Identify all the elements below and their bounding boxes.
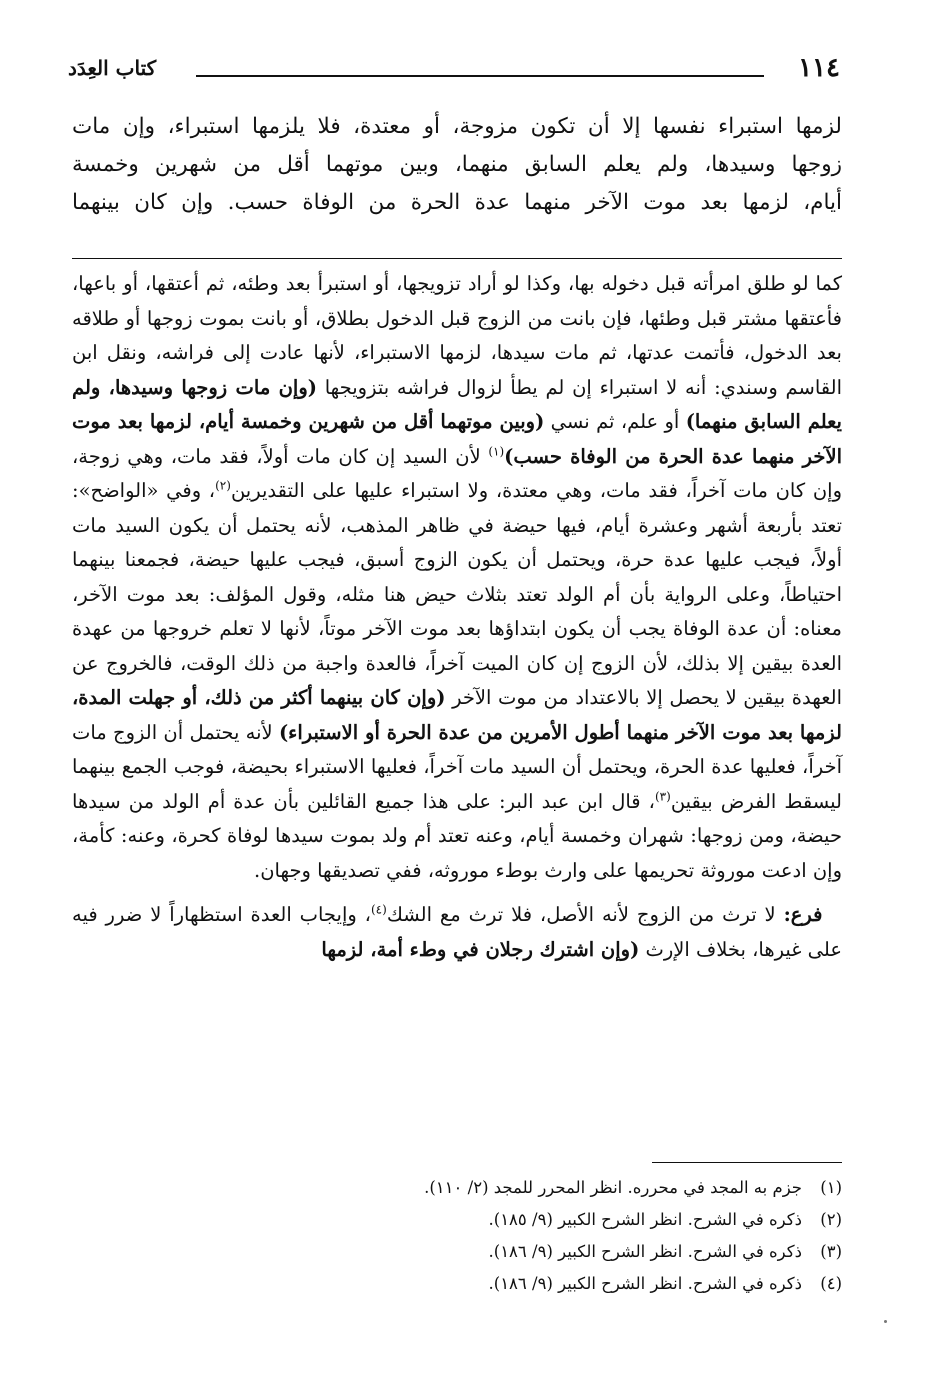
commentary-text: ، وإيجاب العدة استظهاراً لا ضرر فيه على غيرها، بخلاف الإرث	[72, 903, 842, 961]
commentary-text: ، قال ابن عبد البر: على هذا جميع القائلين بأن عدة أم الولد من سيدها حيضة، ومن زوجها: شهران وخمسة أيام، وعنه تعتد أم ولد بموت سيدها لوفاة كحرة، وعنه: كأمة، وإن ادعت موروثة تحريمها على وارث بوطء موروثه، ففي تصديقها وجهان.	[72, 789, 842, 882]
footnote-number: (٢)	[820, 1210, 842, 1229]
footnote-number: (١)	[820, 1178, 842, 1197]
quoted-text: (وإن مات زوجها وسيدها، ولم يعلم السابق منهما)	[72, 375, 842, 433]
footnote-number: (٤)	[820, 1274, 842, 1293]
quoted-text: (وإن كان بينهما أكثر من ذلك، أو جهلت المدة، لزمها بعد موت الآخر منهما أطول الأمرين من عدة الحرة أو الاستبراء)	[72, 686, 842, 744]
commentary-text: لأنه يحتمل أن الزوج مات آخراً، فعليها عدة الحرة، ويحتمل أن السيد مات آخراً، فعليها الاستبراء بحيضة، فوجب الجمع بينهما ليسقط الفرض بيقين	[72, 720, 842, 813]
scan-speck	[884, 1320, 887, 1323]
main-text-line: زوجها وسيدها، ولم يعلم السابق منهما، وبين موتهما أقل من شهرين وخمسة	[72, 152, 842, 177]
branch-label: فرع:	[783, 903, 823, 926]
commentary	[72, 267, 842, 967]
text-separator-rule	[72, 258, 842, 259]
footnote-ref[interactable]: (٤)	[370, 902, 387, 917]
footnote-number: (٣)	[820, 1242, 842, 1261]
main-text	[72, 108, 842, 222]
footnote	[102, 1204, 842, 1236]
footnote-ref[interactable]: (٢)	[215, 478, 231, 493]
footnote-text: ذكره في الشرح. انظر الشرح الكبير (٩/ ١٨٦).	[488, 1242, 802, 1261]
quoted-text: (وإن اشترك رجلان في وطء أمة، لزمها	[321, 937, 640, 961]
footnote-rule	[652, 1162, 842, 1163]
footnote	[102, 1268, 842, 1300]
footnote-text: جزم به المجد في محرره. انظر المحرر للمجد (٢/ ١١٠).	[424, 1178, 802, 1197]
footnote-ref[interactable]: (٣)	[654, 789, 671, 803]
quoted-text: (وبين موتهما أقل من شهرين وخمسة أيام، لزمها بعد موت الآخر منهما عدة الحرة من الوفاة حسب)	[72, 410, 842, 468]
commentary-text: أو علم، ثم نسي	[544, 410, 686, 433]
footnote-text: ذكره في الشرح. انظر الشرح الكبير (٩/ ١٨٦).	[488, 1274, 802, 1293]
commentary-paragraph	[72, 267, 842, 888]
commentary-text: كما لو طلق امرأته قبل دخوله بها، وكذا لو أراد تزويجها، أو استبرأ بعد وطئه، ثم أعتقها، أو باعها، فأعتقها مشتر قبل وطئها، فإن بانت من الزوج قبل الدخول بطلاق، أو بانت بموت زوجها أو طلاقه بعد الدخول، فأتمت عدتها، ثم مات سيدها، لزمها الاستبراء، لأنها عادت إلى فراشه، ونقل ابن القاسم وسندي: أنه لا استبراء إن لم يطأ لزوال فراشه بتزويجها	[72, 272, 842, 399]
footnote-ref[interactable]: (١)	[488, 444, 505, 458]
book-title: كتاب العِدَد	[68, 56, 157, 80]
commentary-text: لأن السيد إن كان مات أولاً، فقد مات، وهي زوجة، وإن كان مات آخراً، فقد مات، وهي معتدة، ولا استبراء عليها على التقديرين	[72, 444, 843, 502]
footnote	[102, 1236, 842, 1268]
main-text-line: أيام، لزمها بعد موت الآخر منهما عدة الحرة من الوفاة حسب. وإن كان بينهما	[72, 190, 842, 215]
footnote	[102, 1172, 842, 1204]
commentary-text: ، وفي «الواضح»: تعتد بأربعة أشهر وعشرة أيام، فيها حيضة في ظاهر المذهب، لأنه يحتمل أن يكون السيد مات أولاً، فيجب عليها عدة حرة، ويحتمل أن يكون الزوج أسبق، فيجب عليها حيضة، فجمعنا بينهما احتياطاً، وعلى الرواية بأن أم الولد تعتد بثلاث حيض هنا مثله، وقول المؤلف: بعد موت الآخر، معناه: أن عدة الوفاة يجب أن يكون ابتداؤها بعد موت الآخر موتاً، لأنها لا تعلم خروجها من عهدة العدة بيقين إلا بذلك، لأن الزوج إن كان الميت آخراً، فالعدة واجبة من ذلك الوقت، فالخروج عن العهدة بيقين لا يحصل إلا بالاعتداد من موت الآخر	[72, 479, 842, 709]
commentary-paragraph	[72, 898, 842, 967]
commentary-text: لا ترث من الزوج لأنه الأصل، فلا ترث مع الشك	[386, 903, 784, 926]
page-number: ١١٤	[798, 53, 840, 83]
running-header	[68, 52, 840, 92]
footnotes	[102, 1172, 842, 1300]
header-rule	[196, 75, 764, 77]
main-text-line: لزمها استبراء نفسها إلا أن تكون مزوجة، أو معتدة، فلا يلزمها استبراء، وإن مات	[72, 114, 842, 139]
footnote-text: ذكره في الشرح. انظر الشرح الكبير (٩/ ١٨٥).	[488, 1210, 802, 1229]
